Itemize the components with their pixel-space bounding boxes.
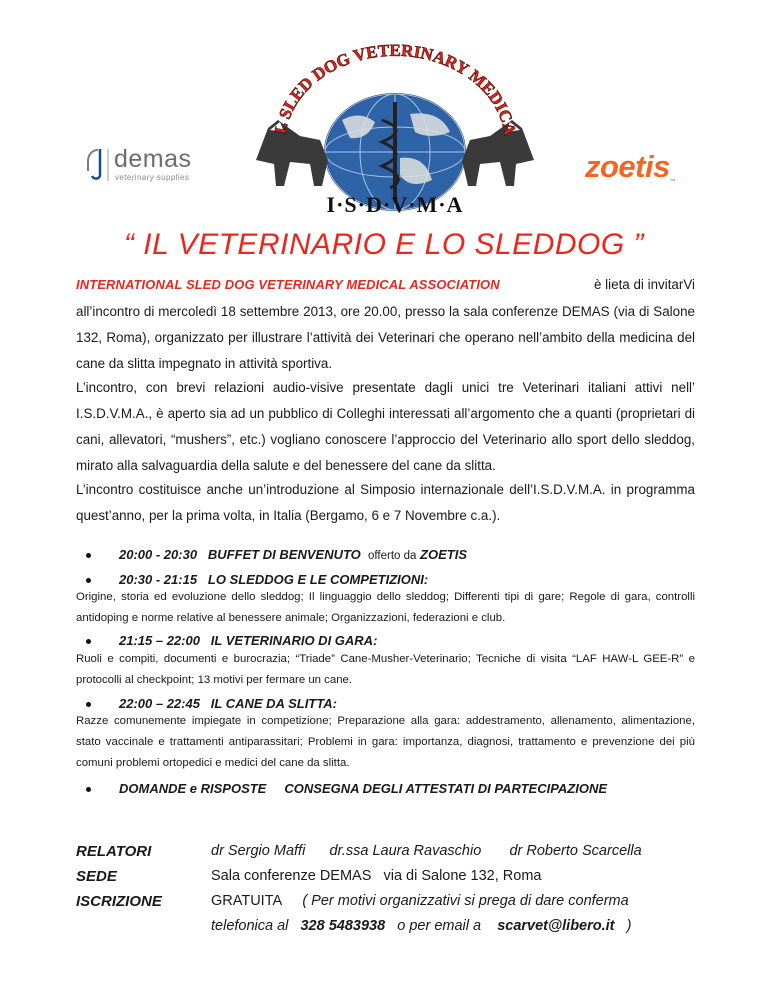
session-title: BUFFET DI BENVENUTO — [207, 547, 361, 562]
bullet-icon — [86, 553, 91, 558]
session-time: 22:00 – 22:45 — [119, 696, 200, 711]
isdvma-arc-text: L SLED DOG VETERINARY MEDICA — [270, 40, 520, 137]
relatori-list — [211, 843, 642, 859]
zoetis-trademark: ™ — [669, 179, 676, 185]
sled-dog-left-icon — [256, 120, 328, 186]
bullet-icon — [86, 639, 91, 644]
demas-logo — [84, 147, 224, 183]
session-qa: DOMANDE e RISPOSTE — [119, 781, 267, 796]
session-title: LO SLEDDOG E LE COMPETIZIONI: — [207, 572, 429, 587]
iscrizione-label: ISCRIZIONE — [76, 893, 162, 910]
isdvma-logo — [250, 40, 540, 218]
speaker-name: dr Sergio Maffi — [211, 843, 306, 859]
page-title: “ IL VETERINARIO E LO SLEDDOG ” — [123, 228, 645, 261]
session-title: IL VETERINARIO DI GARA: — [210, 633, 378, 648]
session-description: Origine, storia ed evoluzione dello sleddog; Il linguaggio dello sleddog; Differenti tipi di gare; Regole di gara, controlli antidoping e norme relative al benessere animale; Organizzazioni, federazioni e club. — [76, 591, 695, 624]
isdvma-acronym: I·S·D·V·M·A — [326, 192, 464, 217]
zoetis-logo — [585, 149, 675, 185]
demas-tagline: veterinary supplies — [115, 173, 190, 182]
speaker-name: dr Roberto Scarcella — [509, 843, 642, 859]
iscrizione-value — [211, 893, 629, 909]
session-time: 20:30 - 21:15 — [119, 572, 198, 587]
session-title: IL CANE DA SLITTA: — [210, 696, 337, 711]
tel-prefix: telefonica al — [211, 918, 289, 934]
intro-paragraph: all’incontro di mercoledì 18 settembre 2013, ore 20.00, presso la sala conferenze DEMAS (via di Salone 132, Roma), organizzato per illustrare l’attività dei Veterinari che operano nell’ambito della medicina del cane da slitta impegnato in attività sportiva. — [76, 304, 695, 371]
session-time: 21:15 – 22:00 — [119, 633, 200, 648]
iscrizione-gratuita: GRATUITA — [211, 893, 283, 909]
speaker-name: dr.ssa Laura Ravaschio — [329, 843, 482, 859]
bullet-icon — [86, 578, 91, 583]
session-time: 20:00 - 20:30 — [119, 547, 198, 562]
bullet-icon — [86, 787, 91, 792]
session-sponsor: ZOETIS — [420, 547, 467, 562]
sede-value: Sala conferenze DEMAS via di Salone 132, Roma — [211, 868, 542, 884]
phone-number: 328 5483938 — [300, 918, 386, 934]
paragraph-audience: L’incontro, con brevi relazioni audio-visive presentate dagli unici tre Veterinari italiani attivi nell’ I.S.D.V.M.A., è aperto sia ad un pubblico di Colleghi interessati all’argomento che a quanti (proprietari di cani, allevatori, “mushers”, etc.) vogliano conoscere l’approccio del Veterinario allo sport dello sleddog, mirato alla salvaguardia della salute e del benessere del cane da slitta. — [76, 380, 695, 473]
org-invite-text: è lieta di invitarVi — [594, 277, 695, 292]
session-description: Razze comunemente impiegate in competizione; Preparazione alla gara: addestramento, allenamento, alimentazione, stato vaccinale e trattamenti antiparassitari; Problemi in gara: importanza, diagnosi, trattamento e prevenzione dei più comuni problemi ortopedici e medici del cane da slitta. — [76, 715, 695, 769]
email-link[interactable]: scarvet@libero.it — [497, 918, 615, 934]
demas-mark-icon — [84, 147, 112, 183]
session-offered: offerto da — [368, 550, 417, 562]
intro-org-line — [76, 277, 695, 292]
paragraph-symposium: L’incontro costituisce anche un’introduzione al Simposio internazionale dell’I.S.D.V.M.A. in programma quest’anno, per la prima volta, in Italia (Bergamo, 6 e 7 Novembre c.a.). — [76, 482, 695, 523]
close-paren: ) — [626, 918, 632, 934]
email-prefix: o per email a — [397, 918, 482, 934]
session-description: Ruoli e compiti, documenti e burocrazia; “Triade” Cane-Musher-Veterinario; Tecniche di visita “LAF HAW-L GEE-R” e protocolli al checkpoint; 13 motivi per fermare un cane. — [76, 653, 695, 686]
org-name: INTERNATIONAL SLED DOG VETERINARY MEDICAL ASSOCIATION — [76, 277, 500, 292]
contact-line — [211, 918, 631, 934]
demas-wordmark: demas — [114, 145, 192, 173]
sled-dog-right-icon — [462, 120, 534, 186]
iscrizione-note: ( Per motivi organizzativi si prega di dare conferma — [302, 893, 629, 909]
sede-label: SEDE — [76, 868, 117, 885]
zoetis-wordmark: zoetis — [585, 149, 670, 184]
relatori-label: RELATORI — [76, 843, 152, 860]
bullet-icon — [86, 702, 91, 707]
session-certificates: CONSEGNA DEGLI ATTESTATI DI PARTECIPAZIONE — [284, 781, 608, 796]
